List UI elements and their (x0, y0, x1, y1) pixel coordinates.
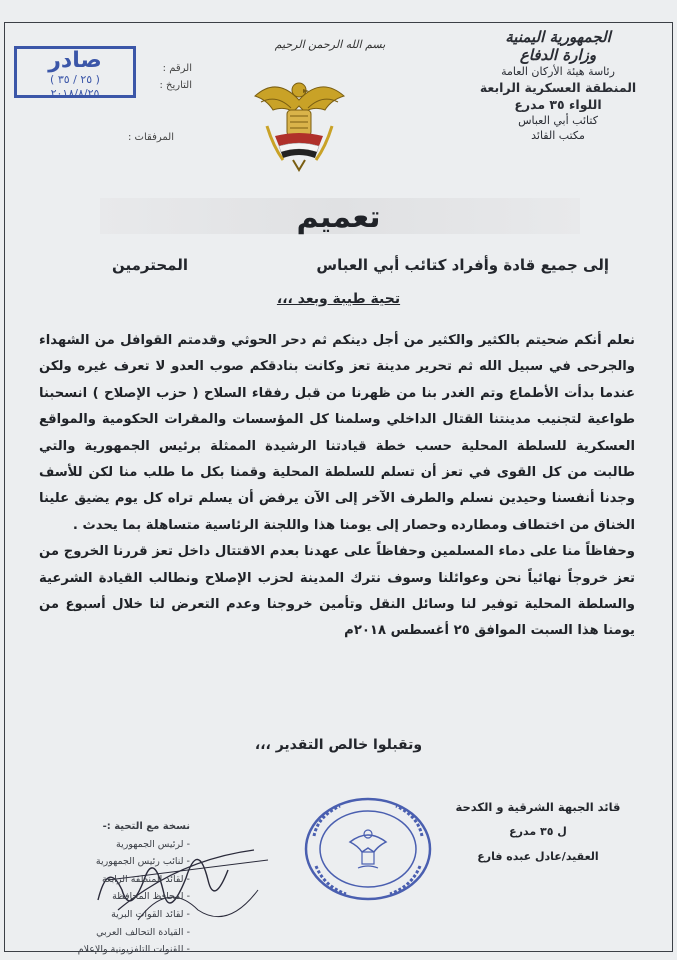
signatory-position: قائد الجبهة الشرقية و الكدحة (455, 800, 621, 814)
stamp-date: ٢٠١٨/٨/٢٥ (50, 87, 100, 100)
label-date: التاريخ : (159, 80, 192, 91)
cc-item: - للقنوات التلفزيونية والإعلام (77, 944, 190, 956)
stamp-number: ( ٢٥ / ٣٥ ) (50, 73, 100, 86)
cc-heading: نسخة مع التحية :- (102, 821, 190, 832)
cc-item: - لنائب رئيس الجمهورية (95, 856, 190, 868)
respect-phrase: المحترمين (112, 256, 189, 274)
signatory-block (448, 798, 628, 866)
letterhead-office: مكتب القائد (531, 129, 585, 142)
stamp-title: صادر (48, 48, 102, 73)
letterhead-general-staff: رئاسة هيئة الأركان العامة (501, 65, 615, 78)
body-paragraph-1: نعلم أنكم ضحيتم بالكثير والكثير من أجل دينكم ثم دحر الحوثي وقدمتم القوافل من الشهداء والجرحى في سبيل الله ثم تحرير مدينة تعز وكانت بنادقكم صوب العدو لا تعرف غيره ولكن عندما بدأت الأطماع وتم الغدر بنا من ظهرنا من قبل رفقاء السلاح ( حزب الإصلاح ) انسحبنا طواعية لتجنيب مدينتنا القتال الداخلي وسلمنا كل المؤسسات والمقرات الحكومية والمواقع العسكرية للسلطة المحلية حسب خطة قيادتنا الرشيدة الممثلة برئيس الجمهورية والتي طالبت من كل القوى في تعز أن تسلم للسلطة المحلية وقمنا بكل ما طلب منا لكن للأسف وجدنا أنفسنا وحيدين نسلم والطرف الآخر إلى الآن يرفض أن يسلم تراه كل يوم يضيق علينا الخناق من اختطاف ومطارده وحصار إلى يومنا هذا واللجنة الرئاسية متساهلة بما يحدث . (39, 333, 635, 533)
letterhead-region: المنطقة العسكرية الرابعة (479, 80, 637, 95)
addressee: إلى جميع قادة وأفراد كتائب أبي العباس (316, 256, 609, 274)
cc-item: - لقائد القوات البرية (111, 908, 190, 920)
cc-item: - القيادة التحالف العربي (96, 926, 190, 938)
signatory-unit: ل ٣٥ مدرع (509, 825, 567, 838)
label-number: الرقم : (162, 63, 192, 74)
cc-item: - لمحافظ المحافظة (112, 891, 190, 903)
letterhead-brigade: اللواء ٣٥ مدرع (514, 97, 602, 112)
letter-body (39, 328, 635, 645)
cc-list (20, 818, 190, 959)
reference-labels (30, 60, 192, 94)
signatory-name: العقيد/عادل عبده فارع (477, 850, 599, 863)
official-seal-icon (300, 794, 436, 904)
document-title: تعميم (296, 200, 381, 235)
greeting: تحية طيبة وبعد ،،، (276, 291, 401, 307)
basmala: بسم الله الرحمن الرحيم (274, 38, 386, 51)
body-paragraph-2: وحفاظاً منا على دماء المسلمين وحفاظاً على عهدنا بعدم الاقتتال داخل تعز قررنا الخروج من تعز خروجاً نهائياً نحن وعوائلنا وسوف نترك المدينة لحزب الإصلاح ونطالب القيادة الشرعية والسلطة المحلية توفير لنا وسائل النقل وتأمين خروجنا وعدم التعرض لنا خلال أسبوع من يومنا هذا السبت الموافق ٢٥ أغسطس ٢٠١٨م (39, 544, 635, 639)
letterhead-right (453, 28, 663, 143)
closing: وتقبلوا خالص التقدير ،،، (254, 737, 423, 753)
cc-item: - لقائد المنطقة الرابعة (101, 873, 190, 885)
label-attachments: المرفقات : (128, 132, 174, 143)
letterhead-ministry: وزارة الدفاع (519, 46, 597, 64)
cc-item: - لرئيس الجمهورية (116, 838, 190, 850)
letterhead-battalions: كتائب أبي العباس (518, 114, 598, 127)
letterhead-republic: الجمهورية اليمنية (505, 28, 611, 46)
national-emblem-icon (247, 66, 352, 176)
